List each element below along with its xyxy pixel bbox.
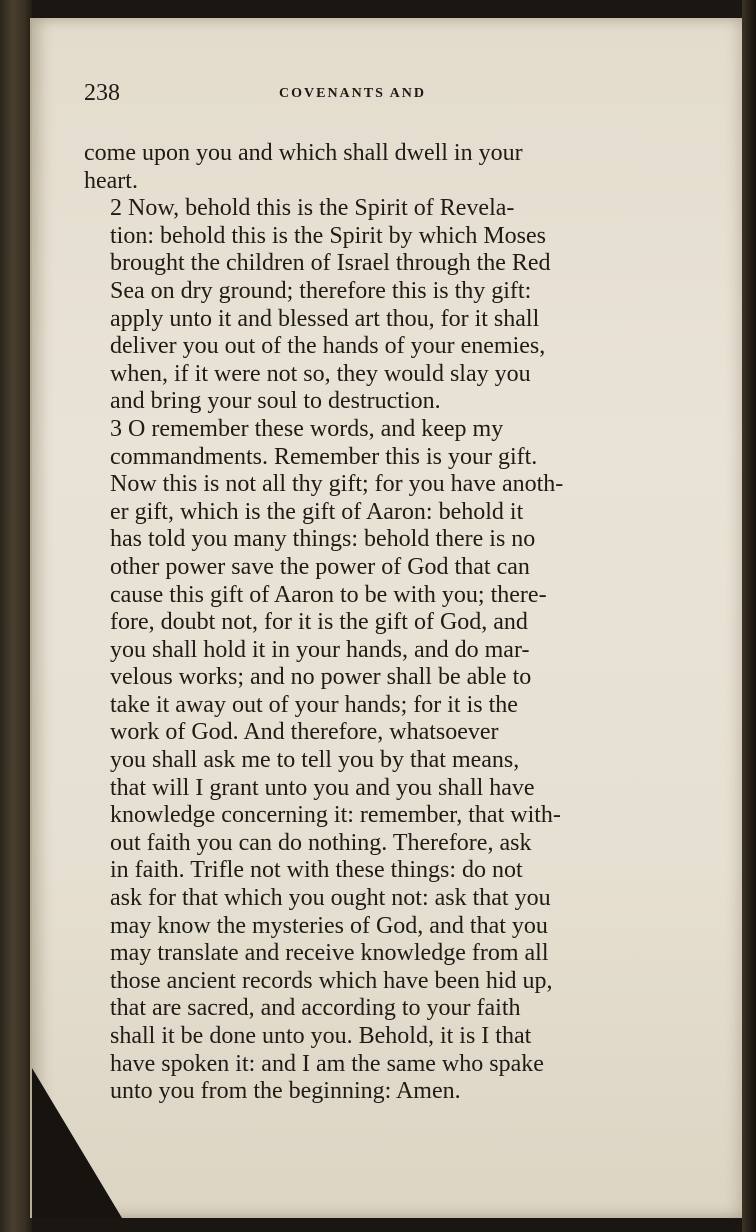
text-line: 2 Now, behold this is the Spirit of Revela- (110, 195, 515, 222)
text-line: commandments. Remember this is your gift. (110, 443, 538, 470)
text-line: you shall ask me to tell you by that means, (110, 747, 520, 774)
page-edge-shadow (742, 0, 756, 1232)
page-header (84, 80, 644, 120)
text-line: deliver you out of the hands of your enemies, (110, 333, 546, 360)
text-line: fore, doubt not, for it is the gift of God, and (110, 609, 528, 636)
paragraph-continuation (84, 140, 660, 195)
text-line: and bring your soul to destruction. (110, 388, 441, 415)
text-line: 3 O remember these words, and keep my (110, 415, 504, 442)
text-line: work of God. And therefore, whatsoever (110, 719, 499, 746)
text-line: when, if it were not so, they would slay you (110, 360, 531, 387)
text-line: brought the children of Israel through the Red (110, 250, 551, 277)
text-line: out faith you can do nothing. Therefore, ask (110, 829, 532, 856)
text-line: er gift, which is the gift of Aaron: behold it (110, 498, 524, 525)
text-line: have spoken it: and I am the same who spake (110, 1050, 544, 1077)
paragraph-verse-3 (84, 416, 660, 1106)
text-line: that will I grant unto you and you shall have (110, 774, 535, 801)
text-line: knowledge concerning it: remember, that with- (110, 802, 561, 829)
running-head: COVENANTS AND (279, 86, 426, 101)
text-line: tion: behold this is the Spirit by which Moses (110, 222, 546, 249)
text-line: that are sacred, and according to your faith (110, 995, 521, 1022)
text-line: unto you from the beginning: Amen. (110, 1078, 461, 1105)
text-line: you shall hold it in your hands, and do mar- (110, 636, 530, 663)
text-line: heart. (84, 167, 138, 194)
text-line: velous works; and no power shall be able to (110, 664, 532, 691)
page-number: 238 (84, 80, 120, 106)
text-line: ask for that which you ought not: ask that you (110, 885, 551, 912)
body-text (84, 140, 660, 1106)
text-line: come upon you and which shall dwell in your (84, 140, 523, 166)
text-line: apply unto it and blessed art thou, for it shall (110, 305, 540, 332)
text-line: has told you many things: behold there is no (110, 526, 536, 553)
text-line: Sea on dry ground; therefore this is thy gift: (110, 277, 532, 304)
text-line: may know the mysteries of God, and that you (110, 912, 548, 939)
text-line: Now this is not all thy gift; for you have anoth- (110, 471, 564, 498)
book-binding (0, 0, 32, 1232)
text-line: in faith. Trifle not with these things: do not (110, 857, 523, 884)
paragraph-verse-2 (84, 195, 660, 416)
text-line: take it away out of your hands; for it is the (110, 691, 518, 718)
text-line: may translate and receive knowledge from all (110, 940, 549, 967)
text-line: shall it be done unto you. Behold, it is I that (110, 1023, 532, 1049)
text-line: those ancient records which have been hid up, (110, 967, 553, 994)
text-line: other power save the power of God that can (110, 553, 530, 580)
text-line: cause this gift of Aaron to be with you; there- (110, 581, 547, 608)
